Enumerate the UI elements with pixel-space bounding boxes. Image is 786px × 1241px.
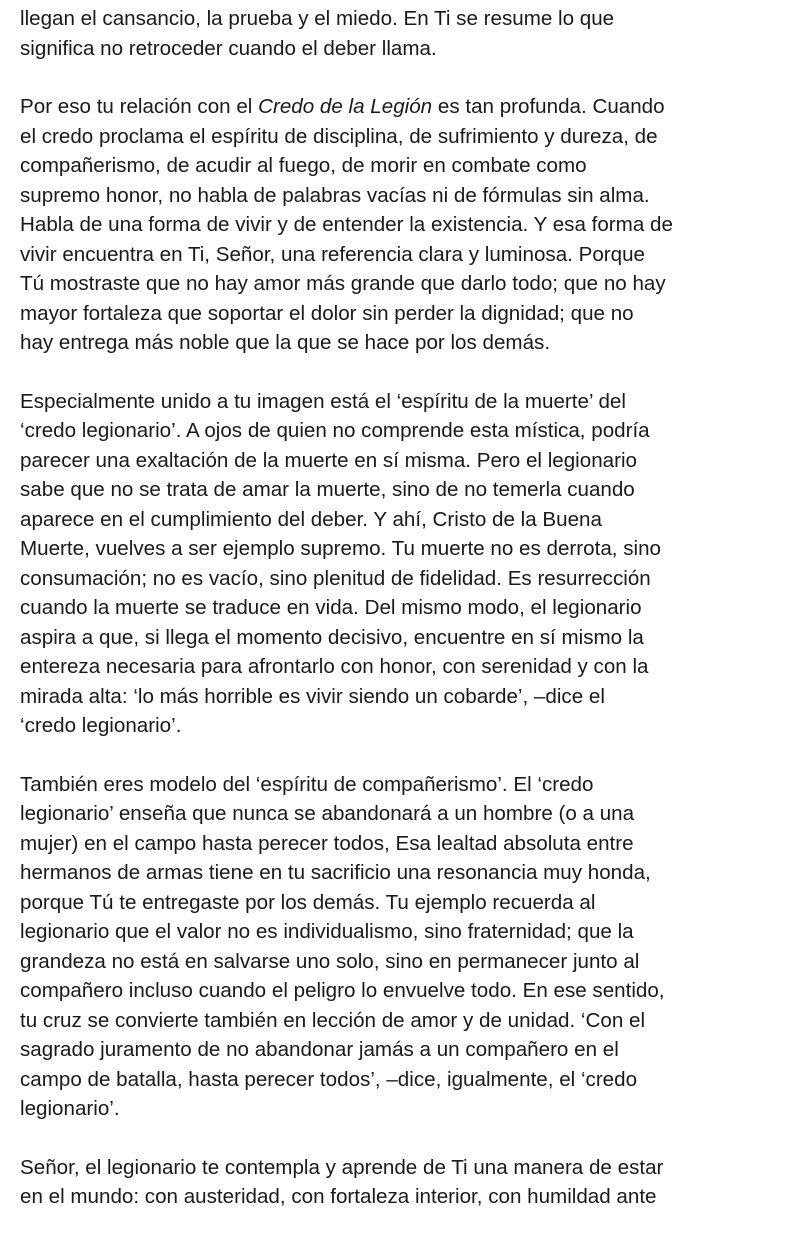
- paragraph: [20, 1153, 780, 1212]
- text-line: legionario’.: [20, 1097, 120, 1120]
- text-line: Señor, el legionario te contempla y aprende de Ti una manera de estar: [20, 1155, 664, 1179]
- text-line: compañero incluso cuando el peligro lo envuelve todo. En ese sentido,: [20, 979, 665, 1002]
- text-line: vivir encuentra en Ti, Señor, una referencia clara y luminosa. Porque: [20, 242, 646, 266]
- text-run: Por eso tu relación con el: [20, 95, 259, 118]
- text-line: el credo proclama el espíritu de disciplina, de sufrimiento y dureza, de: [20, 124, 658, 148]
- text-line: grandeza no está en salvarse uno solo, sino en permanecer junto al: [20, 949, 640, 973]
- text-line: [20, 92, 780, 122]
- text-line: mayor fortaleza que soportar el dolor sin perder la dignidad; que no: [20, 301, 634, 325]
- text-line: sagrado juramento de no abandonar jamás a un compañero en el: [20, 1038, 619, 1061]
- text-line: entereza necesaria para afrontarlo con honor, con serenidad y con la: [20, 655, 649, 678]
- text-run: es tan profunda. Cuando: [432, 95, 665, 118]
- text-line: Tú mostraste que no hay amor más grande que darlo todo; que no hay: [20, 272, 666, 295]
- text-line: mirada alta: ‘lo más horrible es vivir siendo un cobarde’, –dice el: [20, 684, 605, 708]
- text-line: legionario que el valor no es individualismo, sino fraternidad; que la: [20, 920, 634, 943]
- document-page: [20, 4, 780, 1241]
- text-line: compañerismo, de acudir al fuego, de morir en combate como: [20, 154, 587, 177]
- text-line: parecer una exaltación de la muerte en sí misma. Pero el legionario: [20, 448, 637, 472]
- text-line: significa no retroceder cuando el deber llama.: [20, 36, 437, 60]
- text-line: Habla de una forma de vivir y de entender la existencia. Y esa forma de: [20, 213, 673, 236]
- paragraph: [20, 4, 780, 63]
- text-line: Especialmente unido a tu imagen está el ‘espíritu de la muerte’ del: [20, 389, 626, 413]
- paragraph: [20, 770, 780, 1124]
- text-line: llegan el cansancio, la prueba y el miedo. En Ti se resume lo que: [20, 7, 615, 30]
- text-line: campo de batalla, hasta perecer todos’, –dice, igualmente, el ‘credo: [20, 1067, 638, 1091]
- text-line: sabe que no se trata de amar la muerte, sino de no temerla cuando: [20, 478, 635, 501]
- text-line: ‘credo legionario’. A ojos de quien no comprende esta mística, podría: [20, 419, 650, 442]
- italic-title: Credo de la Legión: [258, 95, 433, 118]
- text-line: aspira a que, si llega el momento decisivo, encuentre en sí mismo la: [20, 625, 644, 649]
- text-line: mujer) en el campo hasta perecer todos, Esa lealtad absoluta entre: [20, 831, 634, 855]
- paragraph: [20, 387, 780, 741]
- text-line: hermanos de armas tiene en tu sacrificio una resonancia muy honda,: [20, 861, 651, 884]
- text-line: cuando la muerte se traduce en vida. Del mismo modo, el legionario: [20, 596, 642, 619]
- text-line: Muerte, vuelves a ser ejemplo supremo. Tu muerte no es derrota, sino: [20, 537, 662, 560]
- text-line: en el mundo: con austeridad, con fortaleza interior, con humildad ante: [20, 1185, 657, 1208]
- text-line: legionario’ enseña que nunca se abandonará a un hombre (o a una: [20, 802, 635, 825]
- text-line: supremo honor, no habla de palabras vacías ni de fórmulas sin alma.: [20, 183, 650, 207]
- text-line: También eres modelo del ‘espíritu de compañerismo’. El ‘credo: [20, 772, 594, 796]
- text-line: consumación; no es vacío, sino plenitud de fidelidad. Es resurrección: [20, 566, 651, 590]
- text-line: hay entrega más noble que la que se hace por los demás.: [20, 331, 551, 354]
- text-line: aparece en el cumplimiento del deber. Y ahí, Cristo de la Buena: [20, 507, 602, 531]
- paragraph: [20, 92, 780, 358]
- text-line: ‘credo legionario’.: [20, 714, 182, 737]
- text-line: porque Tú te entregaste por los demás. Tu ejemplo recuerda al: [20, 890, 596, 914]
- text-line: tu cruz se convierte también en lección de amor y de unidad. ‘Con el: [20, 1008, 646, 1032]
